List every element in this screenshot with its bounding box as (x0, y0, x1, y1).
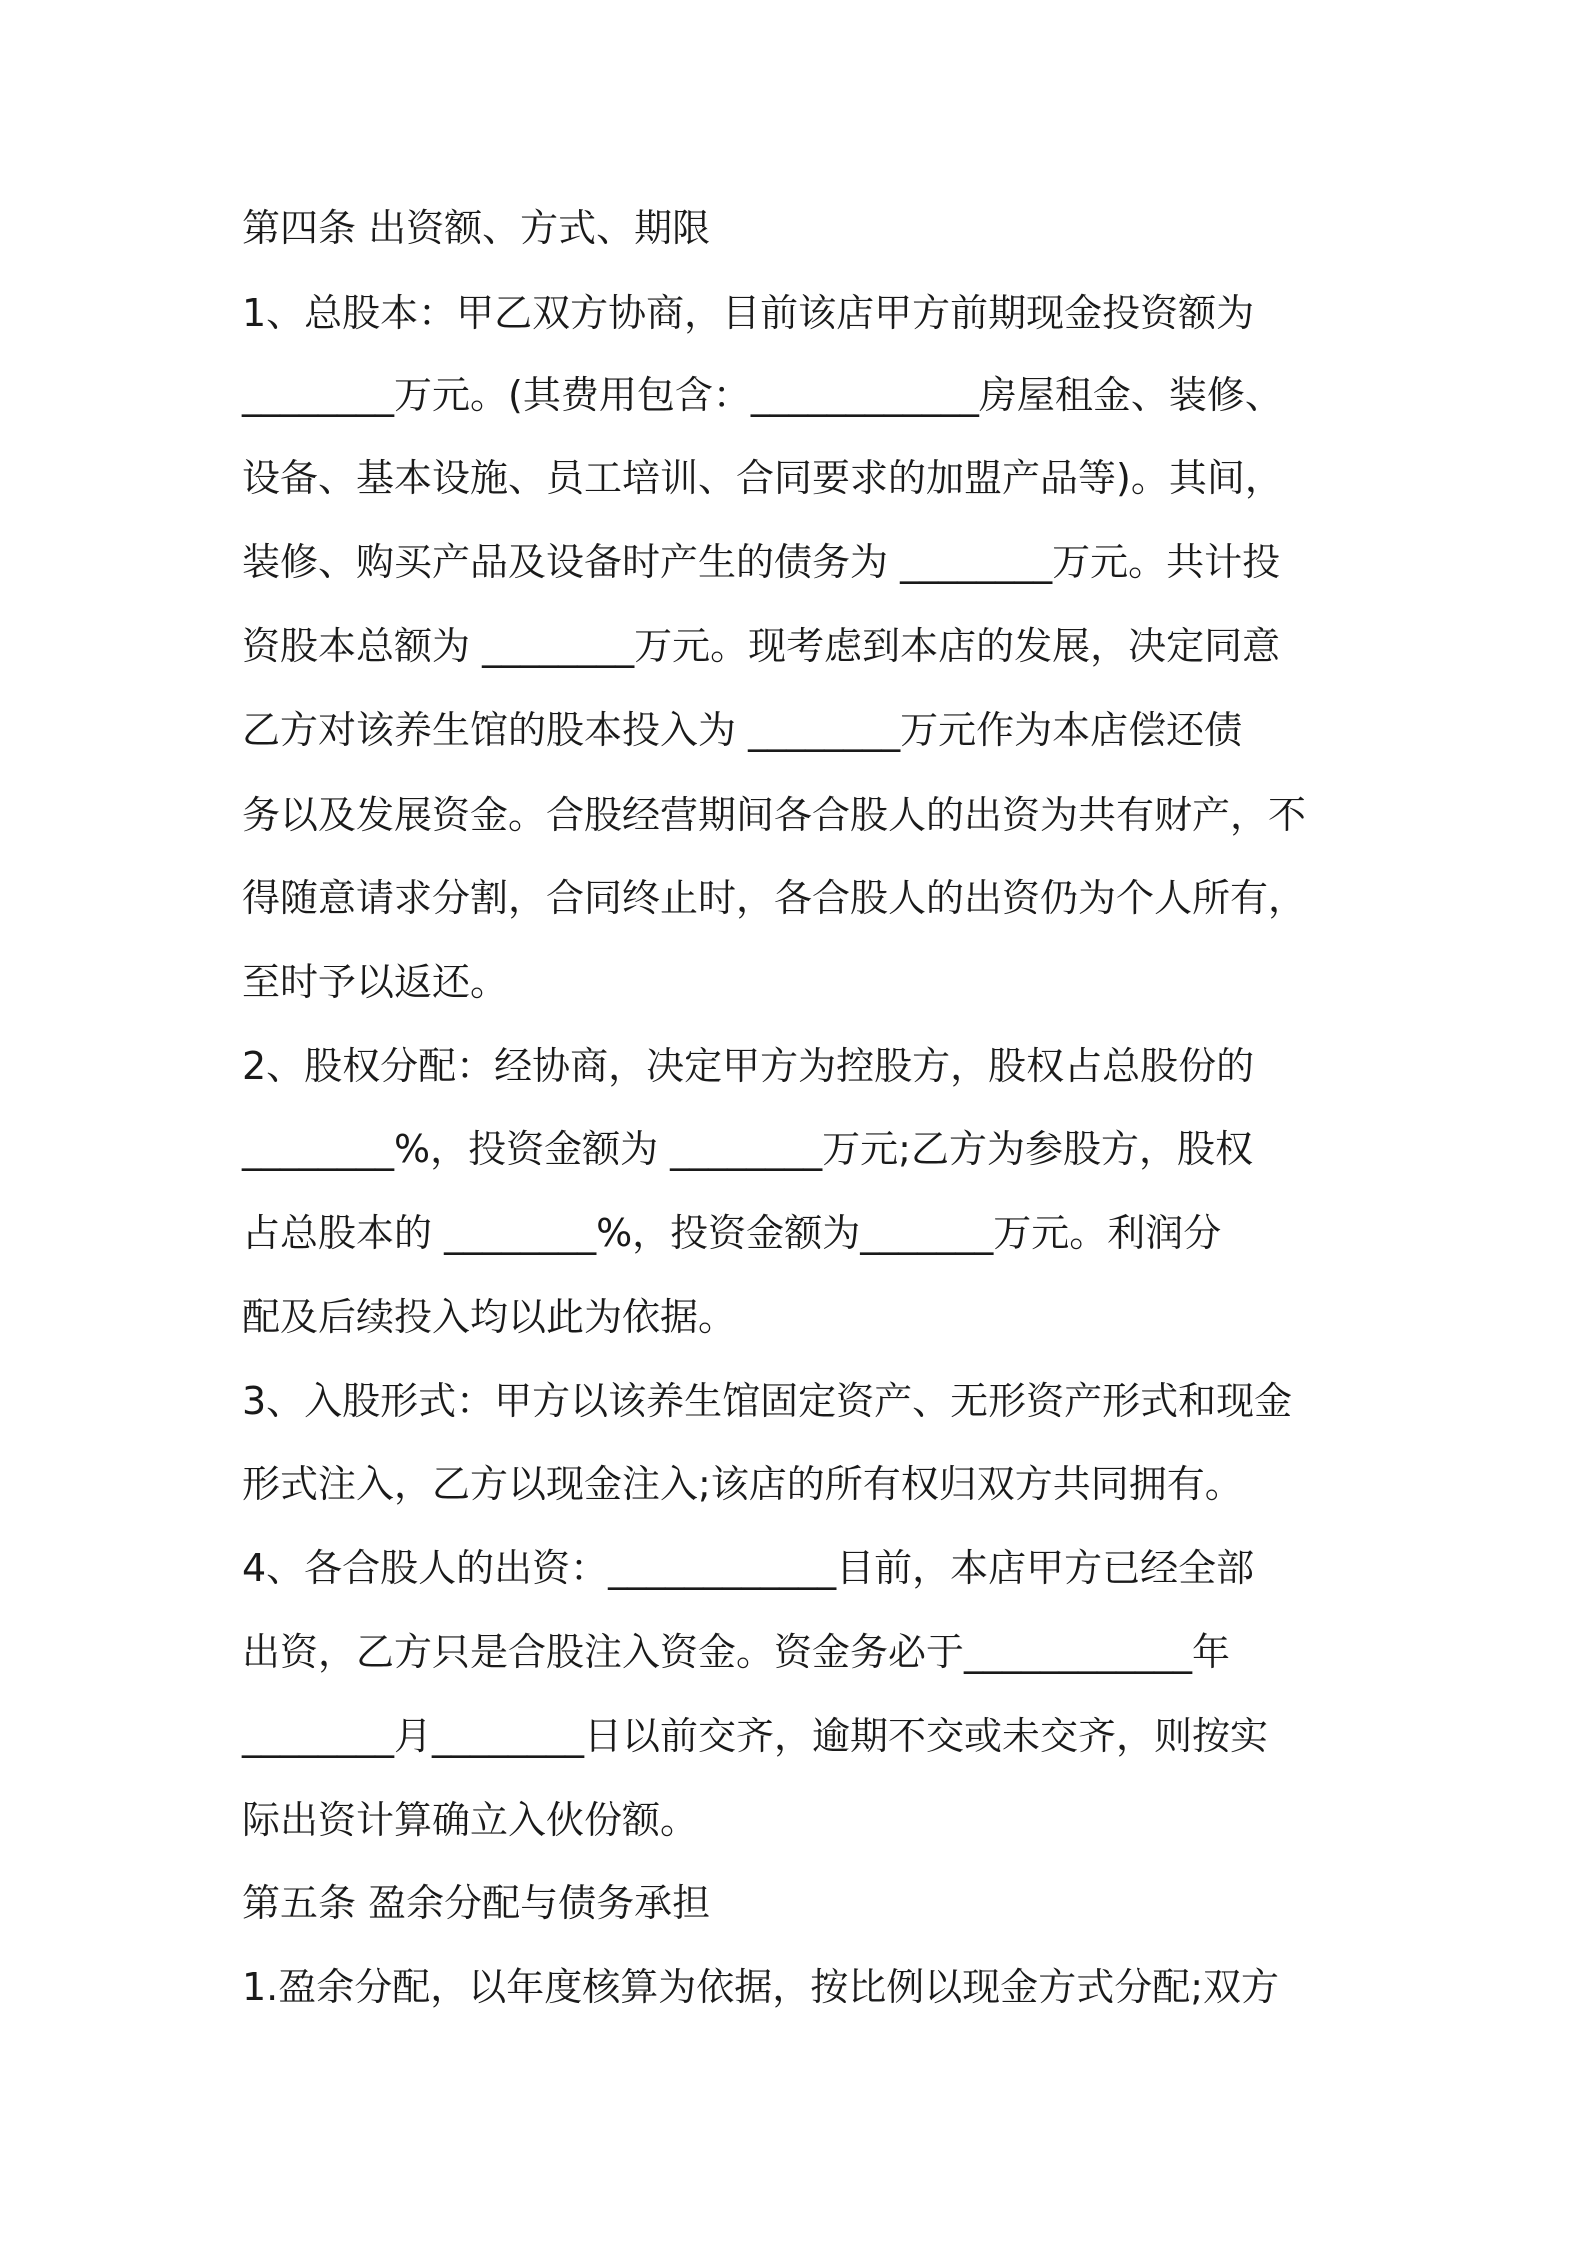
paragraph-line: 乙方对该养生馆的股本投入为 ________万元作为本店偿还债 (242, 708, 1243, 752)
paragraph-line: 得随意请求分割，合同终止时，各合股人的出资仍为个人所有， (242, 876, 1307, 920)
paragraph-line: ________月________日以前交齐，逾期不交或未交齐，则按实 (242, 1714, 1269, 1758)
paragraph-line: ________%，投资金额为 ________万元;乙方为参股方，股权 (242, 1127, 1253, 1171)
paragraph-line: ________万元。(其费用包含：____________房屋租金、装修、 (242, 373, 1283, 417)
article-4-heading: 第四条 出资额、方式、期限 (242, 206, 711, 250)
paragraph-line: 配及后续投入均以此为依据。 (242, 1295, 737, 1339)
paragraph-line: 占总股本的 ________%，投资金额为_______万元。利润分 (242, 1211, 1222, 1255)
paragraph-line: 装修、购买产品及设备时产生的债务为 ________万元。共计投 (242, 540, 1281, 584)
paragraph-line: 设备、基本设施、员工培训、合同要求的加盟产品等)。其间， (242, 456, 1283, 500)
paragraph-line: 际出资计算确立入伙份额。 (242, 1798, 699, 1842)
paragraph-line: 1.盈余分配，以年度核算为依据，按比例以现金方式分配;双方 (242, 1965, 1280, 2009)
article-5-heading: 第五条 盈余分配与债务承担 (242, 1881, 711, 1925)
paragraph-line: 2、股权分配：经协商，决定甲方为控股方，股权占总股份的 (242, 1044, 1255, 1088)
paragraph-line: 务以及发展资金。合股经营期间各合股人的出资为共有财产，不 (242, 793, 1307, 837)
paragraph-line: 至时予以返还。 (242, 960, 509, 1004)
paragraph-line: 4、各合股人的出资：____________目前，本店甲方已经全部 (242, 1546, 1255, 1590)
paragraph-line: 3、入股形式：甲方以该养生馆固定资产、无形资产形式和现金 (242, 1379, 1293, 1423)
paragraph-line: 资股本总额为 ________万元。现考虑到本店的发展，决定同意 (242, 624, 1281, 668)
paragraph-line: 出资，乙方只是合股注入资金。资金务必于____________年 (242, 1630, 1231, 1674)
paragraph-line: 1、总股本：甲乙双方协商，目前该店甲方前期现金投资额为 (242, 291, 1255, 335)
paragraph-line: 形式注入，乙方以现金注入;该店的所有权归双方共同拥有。 (242, 1462, 1243, 1506)
